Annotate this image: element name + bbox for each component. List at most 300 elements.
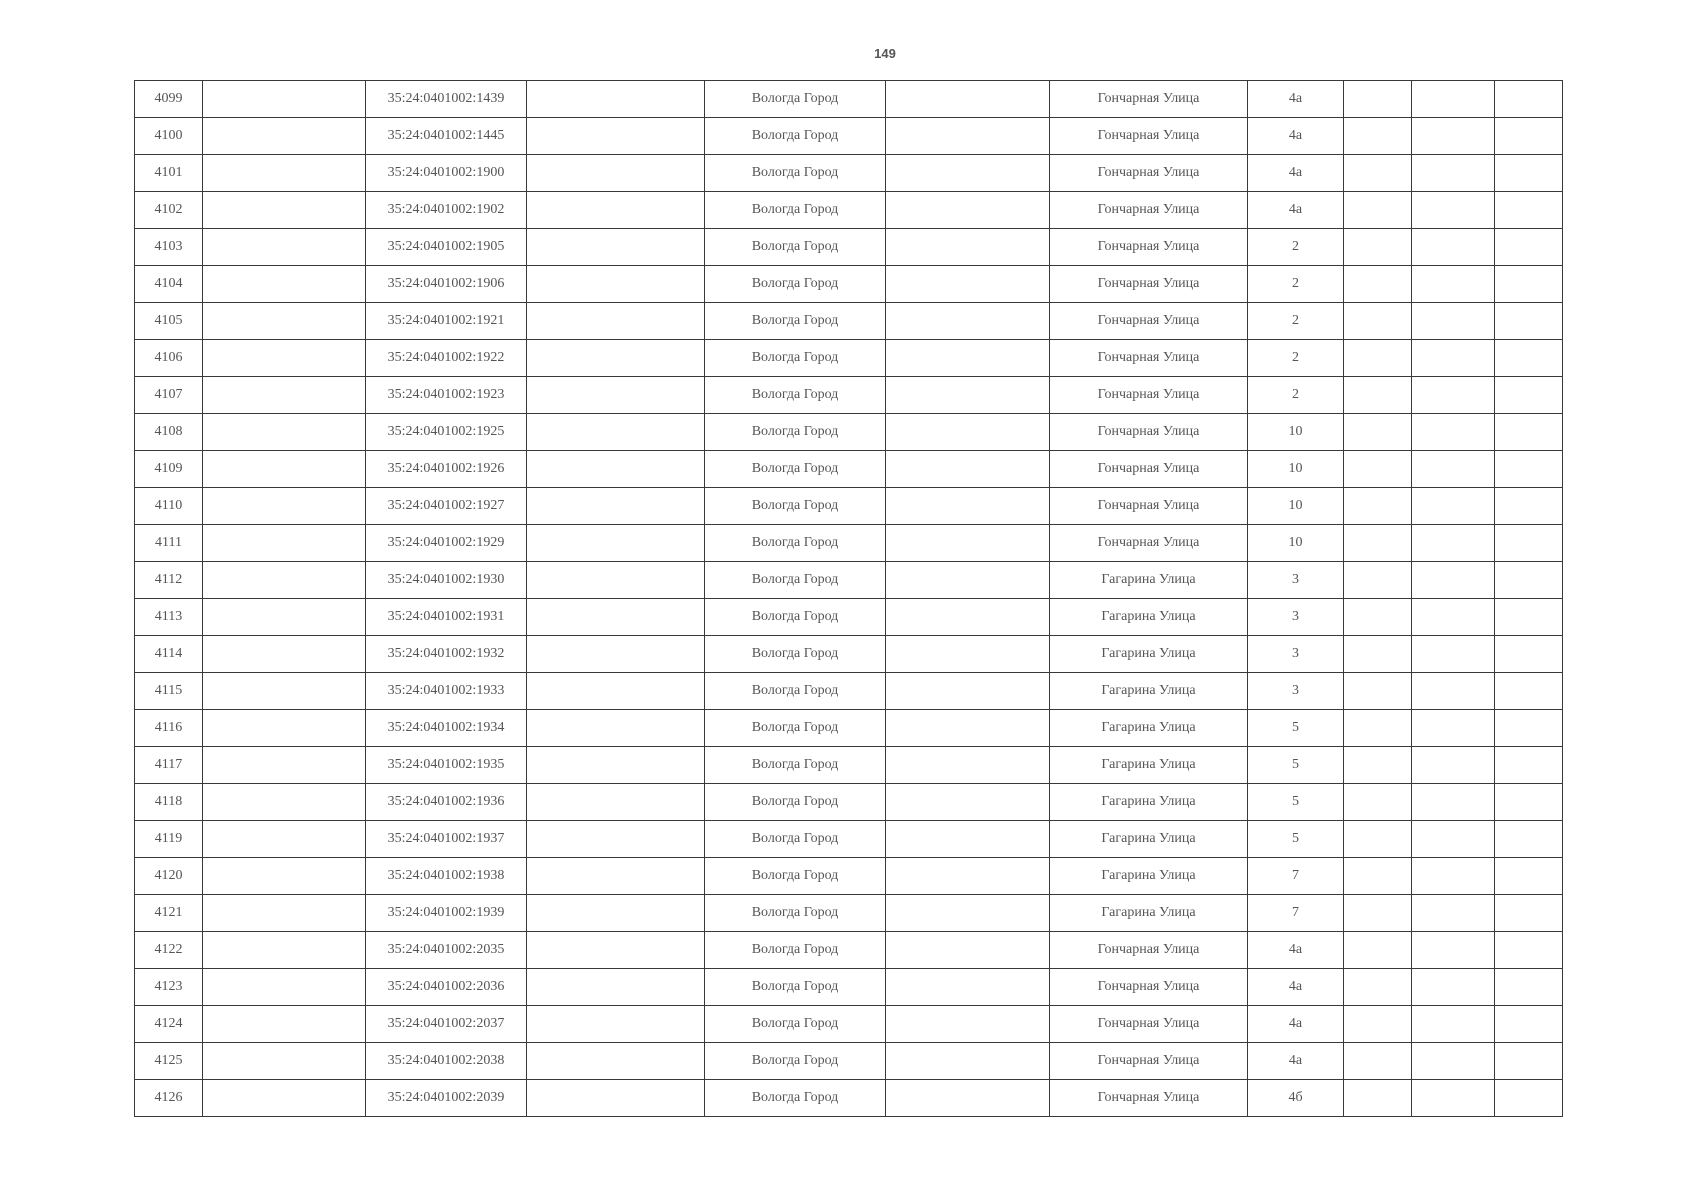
street-cell: Гагарина Улица [1050,821,1248,858]
house-number-cell: 10 [1248,488,1344,525]
empty-cell [886,303,1050,340]
house-number-cell: 2 [1248,377,1344,414]
empty-cell [1344,895,1412,932]
empty-cell [1412,81,1495,118]
house-number-cell: 4а [1248,969,1344,1006]
table-row [135,636,1563,673]
street-cell: Гончарная Улица [1050,118,1248,155]
empty-cell [1412,895,1495,932]
empty-cell [1344,858,1412,895]
empty-cell [1495,858,1563,895]
city-cell: Вологда Город [705,340,886,377]
cadastral-number-cell: 35:24:0401002:1934 [366,710,527,747]
empty-cell [203,1043,366,1080]
cadastral-number-cell: 35:24:0401002:1922 [366,340,527,377]
row-number-cell: 4105 [135,303,203,340]
empty-cell [527,451,705,488]
empty-cell [1344,932,1412,969]
empty-cell [886,747,1050,784]
empty-cell [1412,192,1495,229]
table-row [135,673,1563,710]
empty-cell [527,747,705,784]
table-row [135,599,1563,636]
empty-cell [203,192,366,229]
house-number-cell: 2 [1248,303,1344,340]
city-cell: Вологда Город [705,821,886,858]
row-number-cell: 4123 [135,969,203,1006]
row-number-cell: 4119 [135,821,203,858]
empty-cell [203,118,366,155]
city-cell: Вологда Город [705,784,886,821]
cadastral-number-cell: 35:24:0401002:2036 [366,969,527,1006]
street-cell: Гагарина Улица [1050,710,1248,747]
street-cell: Гончарная Улица [1050,969,1248,1006]
empty-cell [203,1080,366,1117]
empty-cell [527,932,705,969]
street-cell: Гончарная Улица [1050,488,1248,525]
empty-cell [886,858,1050,895]
street-cell: Гончарная Улица [1050,1043,1248,1080]
house-number-cell: 3 [1248,562,1344,599]
empty-cell [886,895,1050,932]
table-row [135,155,1563,192]
empty-cell [886,81,1050,118]
cadastral-number-cell: 35:24:0401002:2039 [366,1080,527,1117]
table-row [135,266,1563,303]
house-number-cell: 4б [1248,1080,1344,1117]
table-row [135,488,1563,525]
empty-cell [1344,747,1412,784]
house-number-cell: 4а [1248,192,1344,229]
cadastral-number-cell: 35:24:0401002:1927 [366,488,527,525]
table-row [135,1006,1563,1043]
empty-cell [1495,266,1563,303]
row-number-cell: 4115 [135,673,203,710]
empty-cell [1495,599,1563,636]
empty-cell [527,969,705,1006]
street-cell: Гагарина Улица [1050,858,1248,895]
row-number-cell: 4125 [135,1043,203,1080]
row-number-cell: 4107 [135,377,203,414]
table-row [135,562,1563,599]
empty-cell [1495,1043,1563,1080]
empty-cell [203,155,366,192]
table-row [135,710,1563,747]
row-number-cell: 4113 [135,599,203,636]
city-cell: Вологда Город [705,118,886,155]
house-number-cell: 4а [1248,1006,1344,1043]
empty-cell [1495,673,1563,710]
empty-cell [527,525,705,562]
empty-cell [886,118,1050,155]
house-number-cell: 3 [1248,636,1344,673]
table-row [135,1080,1563,1117]
street-cell: Гончарная Улица [1050,1080,1248,1117]
cadastral-number-cell: 35:24:0401002:2037 [366,1006,527,1043]
empty-cell [1412,414,1495,451]
street-cell: Гагарина Улица [1050,747,1248,784]
empty-cell [1344,266,1412,303]
house-number-cell: 5 [1248,821,1344,858]
empty-cell [1495,1080,1563,1117]
empty-cell [527,377,705,414]
empty-cell [203,821,366,858]
empty-cell [1344,636,1412,673]
empty-cell [203,562,366,599]
empty-cell [1344,340,1412,377]
empty-cell [203,710,366,747]
house-number-cell: 4а [1248,81,1344,118]
empty-cell [203,266,366,303]
empty-cell [886,377,1050,414]
empty-cell [886,710,1050,747]
empty-cell [1495,747,1563,784]
street-cell: Гагарина Улица [1050,599,1248,636]
row-number-cell: 4106 [135,340,203,377]
empty-cell [1412,599,1495,636]
empty-cell [1412,562,1495,599]
empty-cell [886,932,1050,969]
street-cell: Гончарная Улица [1050,525,1248,562]
empty-cell [203,414,366,451]
empty-cell [1344,192,1412,229]
row-number-cell: 4111 [135,525,203,562]
empty-cell [886,562,1050,599]
empty-cell [527,784,705,821]
empty-cell [1495,821,1563,858]
city-cell: Вологда Город [705,266,886,303]
empty-cell [1412,155,1495,192]
empty-cell [1412,821,1495,858]
empty-cell [886,192,1050,229]
row-number-cell: 4116 [135,710,203,747]
empty-cell [1344,673,1412,710]
empty-cell [1344,821,1412,858]
house-number-cell: 10 [1248,525,1344,562]
city-cell: Вологда Город [705,858,886,895]
register-body [135,81,1563,1117]
empty-cell [1344,1006,1412,1043]
empty-cell [203,969,366,1006]
house-number-cell: 4а [1248,155,1344,192]
row-number-cell: 4109 [135,451,203,488]
empty-cell [1495,451,1563,488]
empty-cell [203,340,366,377]
empty-cell [1412,451,1495,488]
house-number-cell: 2 [1248,229,1344,266]
empty-cell [203,525,366,562]
city-cell: Вологда Город [705,895,886,932]
empty-cell [1495,636,1563,673]
house-number-cell: 4а [1248,1043,1344,1080]
cadastral-number-cell: 35:24:0401002:2038 [366,1043,527,1080]
empty-cell [527,599,705,636]
row-number-cell: 4110 [135,488,203,525]
cadastral-number-cell: 35:24:0401002:1900 [366,155,527,192]
empty-cell [1412,636,1495,673]
city-cell: Вологда Город [705,451,886,488]
table-row [135,858,1563,895]
empty-cell [1495,1006,1563,1043]
empty-cell [1412,340,1495,377]
empty-cell [886,525,1050,562]
empty-cell [1412,858,1495,895]
empty-cell [1344,81,1412,118]
street-cell: Гончарная Улица [1050,414,1248,451]
city-cell: Вологда Город [705,710,886,747]
empty-cell [1495,932,1563,969]
empty-cell [1412,118,1495,155]
street-cell: Гончарная Улица [1050,340,1248,377]
empty-cell [203,784,366,821]
table-row [135,229,1563,266]
empty-cell [1344,229,1412,266]
street-cell: Гагарина Улица [1050,673,1248,710]
empty-cell [886,784,1050,821]
cadastral-number-cell: 35:24:0401002:1902 [366,192,527,229]
empty-cell [203,636,366,673]
empty-cell [1412,377,1495,414]
row-number-cell: 4101 [135,155,203,192]
street-cell: Гончарная Улица [1050,932,1248,969]
house-number-cell: 3 [1248,673,1344,710]
empty-cell [527,673,705,710]
empty-cell [203,81,366,118]
house-number-cell: 7 [1248,895,1344,932]
empty-cell [1495,710,1563,747]
empty-cell [1344,562,1412,599]
row-number-cell: 4108 [135,414,203,451]
table-row [135,821,1563,858]
empty-cell [527,710,705,747]
row-number-cell: 4118 [135,784,203,821]
city-cell: Вологда Город [705,525,886,562]
empty-cell [203,451,366,488]
empty-cell [1412,932,1495,969]
empty-cell [1344,525,1412,562]
cadastral-number-cell: 35:24:0401002:1923 [366,377,527,414]
cadastral-number-cell: 35:24:0401002:1937 [366,821,527,858]
empty-cell [1495,155,1563,192]
empty-cell [203,1006,366,1043]
city-cell: Вологда Город [705,229,886,266]
table-row [135,377,1563,414]
street-cell: Гончарная Улица [1050,229,1248,266]
cadastral-number-cell: 35:24:0401002:1932 [366,636,527,673]
empty-cell [1412,1006,1495,1043]
empty-cell [527,1043,705,1080]
table-row [135,118,1563,155]
empty-cell [527,858,705,895]
empty-cell [1344,451,1412,488]
empty-cell [886,636,1050,673]
house-number-cell: 2 [1248,340,1344,377]
empty-cell [1495,525,1563,562]
empty-cell [886,266,1050,303]
empty-cell [886,1006,1050,1043]
city-cell: Вологда Город [705,932,886,969]
cadastral-number-cell: 35:24:0401002:1921 [366,303,527,340]
city-cell: Вологда Город [705,562,886,599]
empty-cell [1344,710,1412,747]
empty-cell [1495,488,1563,525]
city-cell: Вологда Город [705,303,886,340]
row-number-cell: 4124 [135,1006,203,1043]
cadastral-number-cell: 35:24:0401002:1936 [366,784,527,821]
cadastral-number-cell: 35:24:0401002:1939 [366,895,527,932]
empty-cell [1412,784,1495,821]
empty-cell [1344,969,1412,1006]
empty-cell [1412,673,1495,710]
empty-cell [527,229,705,266]
empty-cell [1412,1043,1495,1080]
empty-cell [1412,969,1495,1006]
table-row [135,969,1563,1006]
street-cell: Гончарная Улица [1050,155,1248,192]
empty-cell [886,229,1050,266]
empty-cell [1495,340,1563,377]
cadastral-number-cell: 35:24:0401002:1935 [366,747,527,784]
cadastral-number-cell: 35:24:0401002:1925 [366,414,527,451]
empty-cell [886,488,1050,525]
empty-cell [1344,1080,1412,1117]
table-row [135,81,1563,118]
empty-cell [1412,525,1495,562]
empty-cell [1495,303,1563,340]
empty-cell [203,747,366,784]
street-cell: Гончарная Улица [1050,303,1248,340]
cadastral-number-cell: 35:24:0401002:1439 [366,81,527,118]
row-number-cell: 4121 [135,895,203,932]
empty-cell [527,414,705,451]
empty-cell [527,340,705,377]
row-number-cell: 4100 [135,118,203,155]
empty-cell [1412,229,1495,266]
empty-cell [527,821,705,858]
cadastral-number-cell: 35:24:0401002:1938 [366,858,527,895]
table-row [135,784,1563,821]
cadastral-number-cell: 35:24:0401002:1926 [366,451,527,488]
empty-cell [886,414,1050,451]
empty-cell [1412,747,1495,784]
empty-cell [203,932,366,969]
city-cell: Вологда Город [705,155,886,192]
empty-cell [203,377,366,414]
row-number-cell: 4103 [135,229,203,266]
empty-cell [1344,377,1412,414]
city-cell: Вологда Город [705,1006,886,1043]
empty-cell [1495,192,1563,229]
table-row [135,192,1563,229]
city-cell: Вологда Город [705,488,886,525]
table-row [135,525,1563,562]
empty-cell [527,562,705,599]
row-number-cell: 4120 [135,858,203,895]
empty-cell [886,1080,1050,1117]
table-row [135,747,1563,784]
city-cell: Вологда Город [705,377,886,414]
empty-cell [527,303,705,340]
row-number-cell: 4114 [135,636,203,673]
city-cell: Вологда Город [705,747,886,784]
row-number-cell: 4099 [135,81,203,118]
row-number-cell: 4104 [135,266,203,303]
house-number-cell: 7 [1248,858,1344,895]
empty-cell [1495,229,1563,266]
city-cell: Вологда Город [705,969,886,1006]
empty-cell [203,858,366,895]
empty-cell [527,1080,705,1117]
table-row [135,451,1563,488]
empty-cell [203,673,366,710]
empty-cell [527,488,705,525]
empty-cell [527,266,705,303]
empty-cell [1344,1043,1412,1080]
empty-cell [527,1006,705,1043]
house-number-cell: 5 [1248,710,1344,747]
empty-cell [1344,155,1412,192]
street-cell: Гагарина Улица [1050,784,1248,821]
empty-cell [1344,414,1412,451]
street-cell: Гагарина Улица [1050,895,1248,932]
street-cell: Гагарина Улица [1050,562,1248,599]
empty-cell [1344,599,1412,636]
city-cell: Вологда Город [705,414,886,451]
street-cell: Гончарная Улица [1050,192,1248,229]
empty-cell [1495,895,1563,932]
row-number-cell: 4112 [135,562,203,599]
city-cell: Вологда Город [705,673,886,710]
street-cell: Гончарная Улица [1050,1006,1248,1043]
city-cell: Вологда Город [705,1043,886,1080]
cadastral-number-cell: 35:24:0401002:1930 [366,562,527,599]
empty-cell [1495,562,1563,599]
house-number-cell: 2 [1248,266,1344,303]
street-cell: Гончарная Улица [1050,377,1248,414]
table-row [135,895,1563,932]
city-cell: Вологда Город [705,192,886,229]
empty-cell [886,451,1050,488]
empty-cell [1344,303,1412,340]
empty-cell [1495,784,1563,821]
house-number-cell: 4а [1248,932,1344,969]
street-cell: Гончарная Улица [1050,266,1248,303]
cadastral-number-cell: 35:24:0401002:1445 [366,118,527,155]
empty-cell [1495,118,1563,155]
house-number-cell: 4а [1248,118,1344,155]
house-number-cell: 5 [1248,784,1344,821]
empty-cell [527,81,705,118]
empty-cell [1412,266,1495,303]
empty-cell [1412,303,1495,340]
empty-cell [886,599,1050,636]
cadastral-number-cell: 35:24:0401002:2035 [366,932,527,969]
empty-cell [1344,488,1412,525]
empty-cell [527,192,705,229]
empty-cell [886,673,1050,710]
empty-cell [1495,414,1563,451]
page-number: 149 [874,46,896,61]
city-cell: Вологда Город [705,81,886,118]
table-row [135,303,1563,340]
empty-cell [886,340,1050,377]
street-cell: Гагарина Улица [1050,636,1248,673]
cadastral-number-cell: 35:24:0401002:1931 [366,599,527,636]
house-number-cell: 5 [1248,747,1344,784]
street-cell: Гончарная Улица [1050,451,1248,488]
house-number-cell: 10 [1248,451,1344,488]
empty-cell [203,599,366,636]
